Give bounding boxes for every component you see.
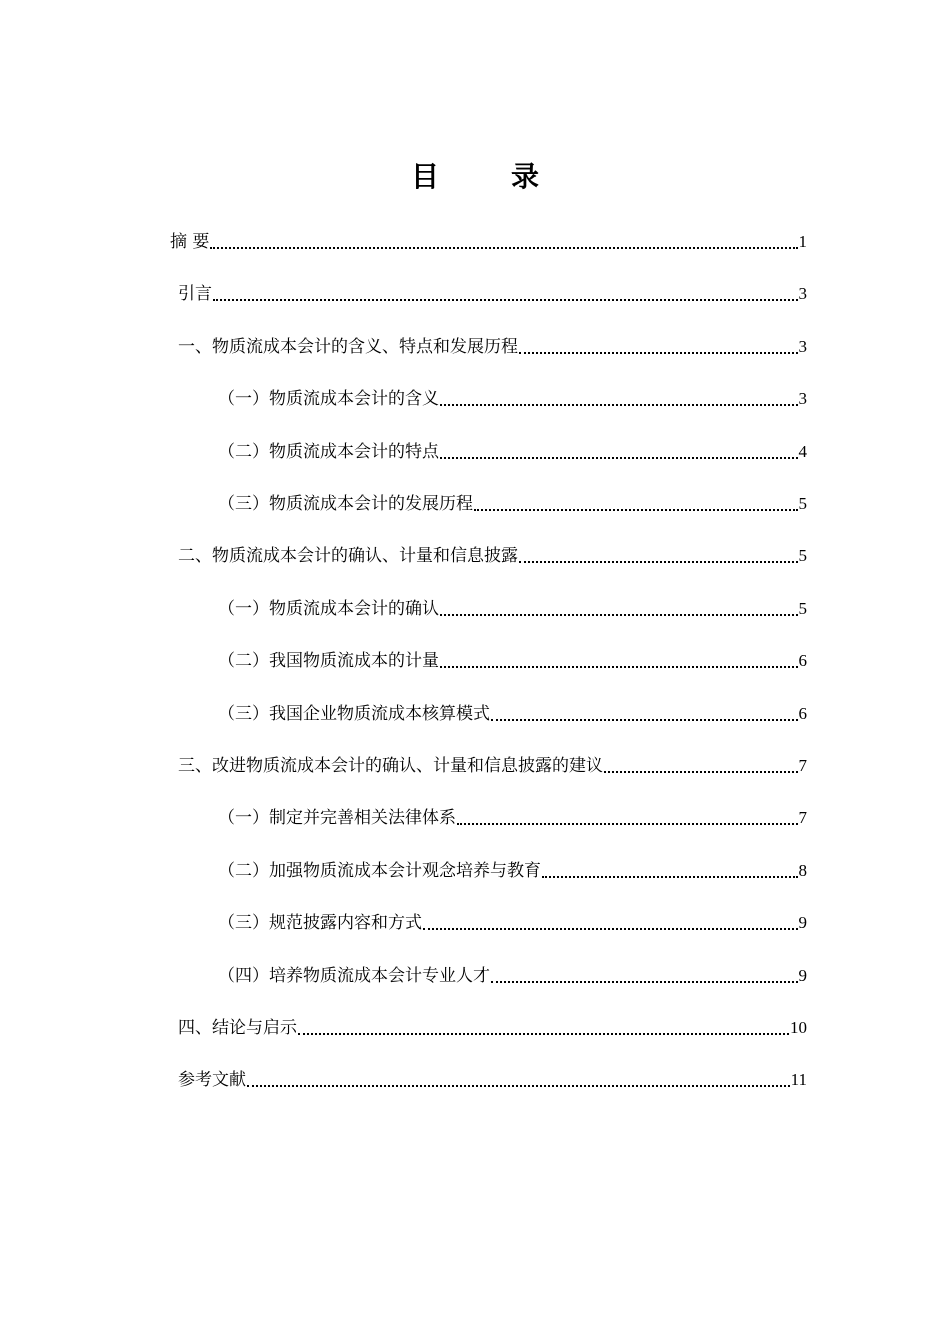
toc-entry-label: （二）加强物质流成本会计观念培养与教育: [218, 860, 541, 881]
toc-entry-label: 引言: [178, 284, 212, 305]
toc-entry-page-number: 3: [798, 389, 807, 409]
toc-entry-label: 参考文献: [178, 1070, 246, 1091]
toc-entry[interactable]: [178, 543, 807, 569]
toc-entry-page-number: 5: [798, 546, 807, 566]
toc-entry[interactable]: [178, 1067, 807, 1093]
toc-entry[interactable]: [218, 910, 807, 936]
toc-entry[interactable]: [170, 229, 807, 255]
toc-dot-leader: [474, 491, 798, 511]
toc-dot-leader: [298, 1015, 789, 1035]
toc-entry-page-number: 6: [798, 703, 807, 723]
toc-entry[interactable]: [178, 753, 807, 779]
toc-entry-page-number: 1: [798, 232, 807, 251]
toc-entry[interactable]: [218, 386, 807, 412]
toc-entry-page-number: 6: [798, 651, 807, 671]
toc-entry-label: （二）物质流成本会计的特点: [218, 441, 439, 462]
toc-entry-page-number: 9: [798, 913, 807, 933]
toc-dot-leader: [519, 334, 798, 354]
toc-entry-label: 四、结论与启示: [178, 1018, 297, 1038]
toc-entry-page-number: 3: [798, 284, 807, 304]
toc-entry[interactable]: [218, 648, 807, 674]
toc-dot-leader: [210, 229, 797, 249]
toc-entry[interactable]: [218, 963, 807, 989]
toc-entry-label: 摘 要: [170, 232, 210, 252]
toc-entry-page-number: 7: [798, 756, 807, 775]
toc-dot-leader: [519, 543, 798, 563]
toc-entry-page-number: 10: [790, 1018, 807, 1037]
toc-dot-leader: [440, 596, 798, 616]
toc-dot-leader: [247, 1067, 790, 1087]
toc-entry-label: （三）规范披露内容和方式: [218, 913, 422, 934]
toc-entry[interactable]: [178, 1015, 807, 1041]
toc-entry-label: 一、物质流成本会计的含义、特点和发展历程: [178, 336, 518, 357]
toc-entry-page-number: 5: [798, 598, 807, 618]
toc-dot-leader: [440, 648, 798, 668]
toc-entry-page-number: 4: [798, 441, 807, 461]
toc-entry-label: （一）制定并完善相关法律体系: [218, 808, 456, 829]
toc-dot-leader: [491, 963, 798, 983]
toc-dot-leader: [213, 281, 798, 301]
toc-entry-page-number: 5: [798, 494, 807, 513]
toc-entry[interactable]: [218, 858, 807, 884]
toc-entry-page-number: 7: [798, 808, 807, 828]
toc-entry-label: （二）我国物质流成本的计量: [218, 651, 439, 672]
toc-entry[interactable]: [218, 805, 807, 831]
toc-entry[interactable]: [218, 491, 807, 517]
toc-entry[interactable]: [218, 596, 807, 622]
toc-entry-label: （一）物质流成本会计的确认: [218, 598, 439, 619]
toc-dot-leader: [457, 805, 798, 825]
toc-entry-label: （四）培养物质流成本会计专业人才: [218, 965, 490, 986]
toc-entry[interactable]: [218, 701, 807, 727]
toc-dot-leader: [440, 386, 798, 406]
page-title: 目 录: [410, 160, 561, 193]
toc-dot-leader: [491, 701, 798, 721]
toc-entry-label: 二、物质流成本会计的确认、计量和信息披露: [178, 546, 518, 567]
toc-entry[interactable]: [178, 281, 807, 307]
toc-entry-page-number: 11: [790, 1070, 807, 1090]
toc-dot-leader: [423, 910, 798, 930]
toc-entry-label: 三、改进物质流成本会计的确认、计量和信息披露的建议: [178, 756, 603, 776]
toc-entry-page-number: 3: [798, 336, 807, 356]
toc-entry-label: （三）我国企业物质流成本核算模式: [218, 703, 490, 724]
toc-dot-leader: [440, 439, 798, 459]
toc-dot-leader: [542, 858, 798, 878]
toc-entry[interactable]: [218, 439, 807, 465]
toc-dot-leader: [604, 753, 798, 773]
toc-entry-page-number: 9: [798, 965, 807, 985]
toc-entry-page-number: 8: [798, 860, 807, 880]
toc-entry[interactable]: [178, 334, 807, 360]
toc-entry-label: （三）物质流成本会计的发展历程: [218, 494, 473, 514]
toc-entry-label: （一）物质流成本会计的含义: [218, 389, 439, 410]
